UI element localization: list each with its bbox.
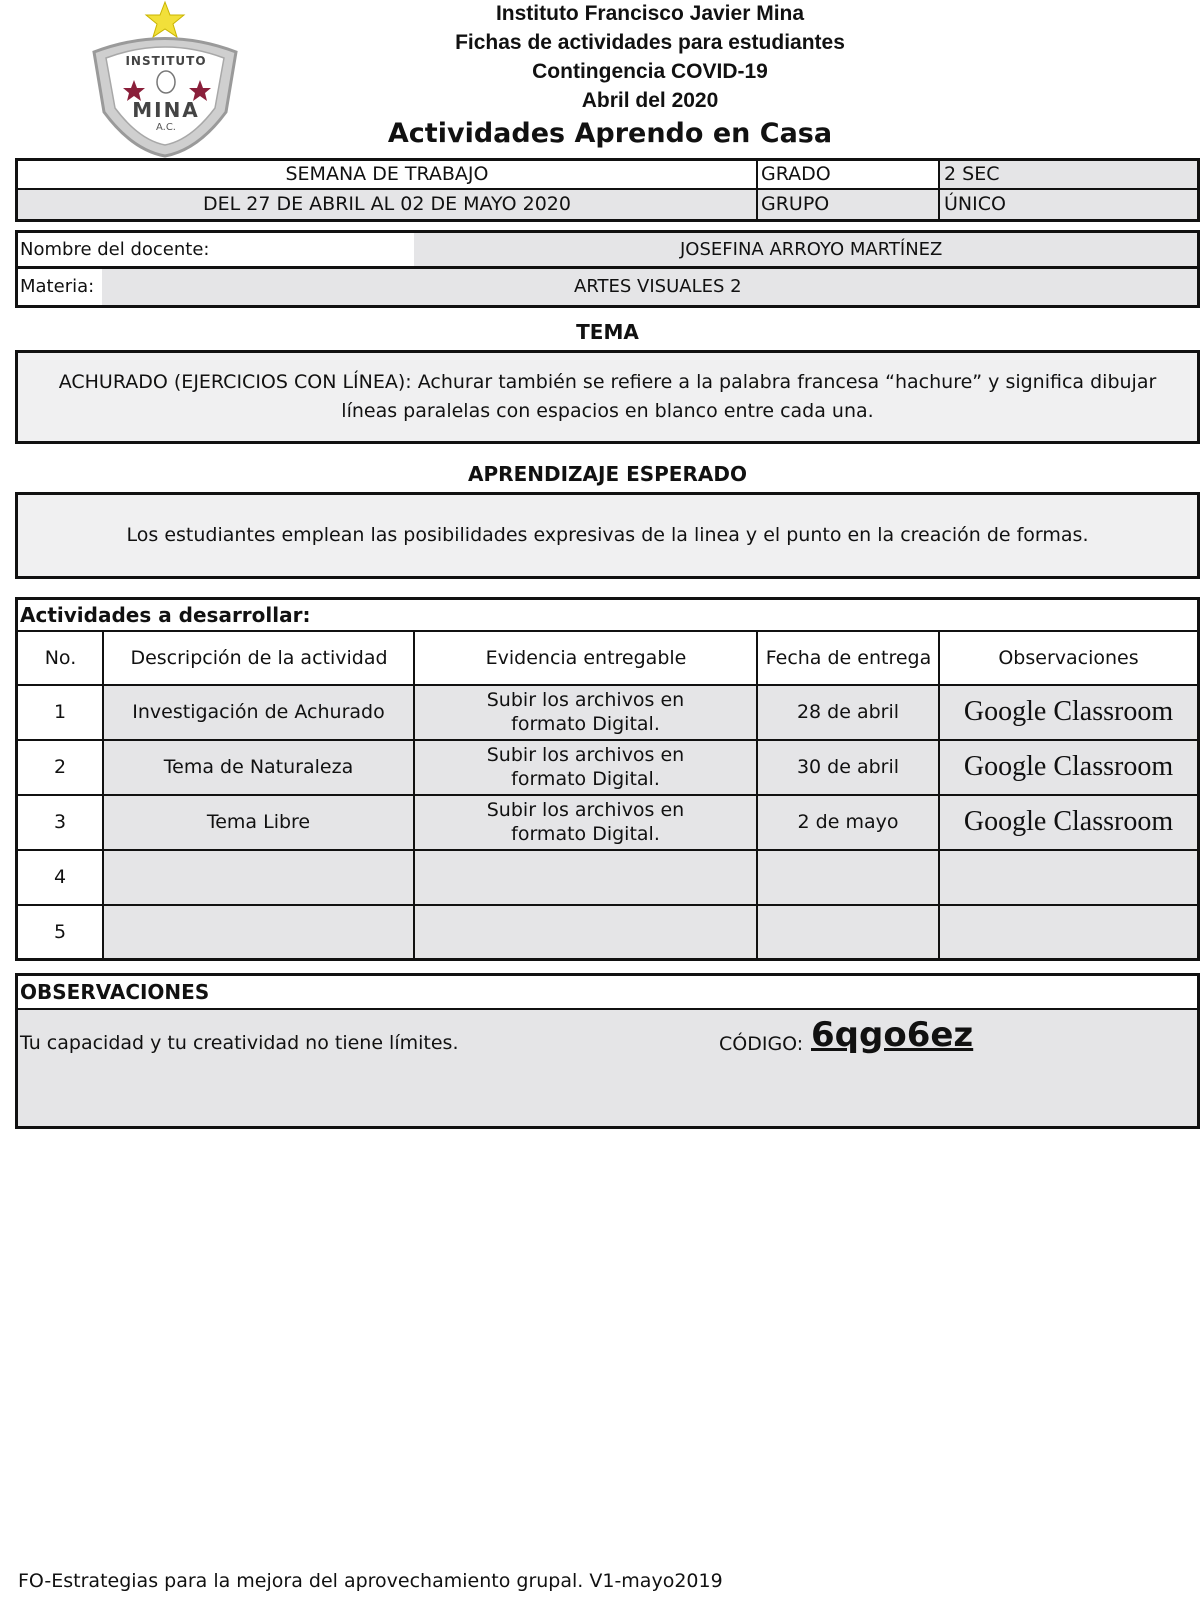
table-row-4-observations [940, 851, 1197, 904]
footer-text: FO-Estrategias para la mejora del aprovechamiento grupal. V1-mayo2019 [18, 1570, 723, 1592]
grade-value: 2 SEC [940, 161, 1197, 188]
table-row-1-date: 28 de abril [758, 686, 938, 739]
table-row-5-date [758, 906, 938, 958]
table-row-4-date [758, 851, 938, 904]
table-row-2-date: 30 de abril [758, 741, 938, 794]
column-header-evidence: Evidencia entregable [485, 646, 687, 669]
table-row-5-description [104, 906, 413, 958]
code-value: 6qgo6ez [811, 1015, 974, 1055]
document-subtitle: Fichas de actividades para estudiantes [455, 31, 845, 54]
observaciones-heading: OBSERVACIONES [20, 980, 210, 1004]
table-row-1-no: 1 [53, 701, 67, 724]
teacher-name: JOSEFINA ARROYO MARTÍNEZ [680, 238, 943, 260]
group-value: ÚNICO [940, 190, 1197, 219]
table-row-4-evidence [415, 851, 756, 904]
aprendizaje-heading: APRENDIZAJE ESPERADO [468, 462, 747, 486]
teacher-value [414, 233, 1197, 266]
table-row-3-observations: Google Classroom [940, 796, 1197, 849]
table-row-3-description: Tema Libre [104, 796, 413, 849]
table-row-3-no: 3 [53, 811, 67, 834]
column-header-no: No. [44, 646, 77, 669]
code-label: CÓDIGO: [719, 1033, 804, 1055]
week-label: SEMANA DE TRABAJO [285, 163, 489, 186]
table-row-5-observations [940, 906, 1197, 958]
table-row-4-no: 4 [53, 866, 67, 889]
aprendizaje-text: Los estudiantes emplean las posibilidades expresivas de la linea y el punto en la creación de formas. [126, 524, 1089, 547]
tema-text: ACHURADO (EJERCICIOS CON LÍNEA): Achurar también se refiere a la palabra francesa “hachure” y significa dibujar líneas paralelas con espacios en blanco entre cada una. [58, 370, 1157, 422]
table-row-2-evidence: Subir los archivos en formato Digital. [415, 741, 756, 794]
week-value: DEL 27 DE ABRIL AL 02 DE MAYO 2020 [18, 190, 756, 219]
tema-heading: TEMA [576, 320, 639, 344]
date-line: Abril del 2020 [581, 89, 719, 112]
institution-name: Instituto Francisco Javier Mina [495, 2, 805, 25]
aprendizaje-box [15, 492, 1200, 579]
table-row-1-description: Investigación de Achurado [104, 686, 413, 739]
table-row-1-evidence: Subir los archivos en formato Digital. [415, 686, 756, 739]
contingency-line: Contingencia COVID-19 [532, 60, 768, 83]
subject-name: ARTES VISUALES 2 [574, 276, 742, 298]
group-label: GRUPO [758, 190, 938, 219]
table-row-1-observations: Google Classroom [940, 686, 1197, 739]
table-row-5-no: 5 [53, 920, 67, 943]
tema-box [15, 350, 1200, 444]
institute-logo [88, 0, 243, 158]
table-row-2-description: Tema de Naturaleza [104, 741, 413, 794]
column-header-date: Fecha de entrega [765, 646, 932, 669]
logo-text-sub: A.C. [155, 122, 176, 133]
subject-label: Materia: [20, 276, 95, 298]
observaciones-text: Tu capacidad y tu creatividad no tiene límites. [20, 1032, 459, 1054]
table-row-2-no: 2 [53, 756, 67, 779]
logo-text-main: MINA [132, 98, 200, 122]
subject-value [102, 269, 1197, 305]
page-title: Actividades Aprendo en Casa [387, 118, 833, 149]
table-row-4-description [104, 851, 413, 904]
table-row-2-observations: Google Classroom [940, 741, 1197, 794]
table-row-5-evidence [415, 906, 756, 958]
grade-label: GRADO [761, 163, 831, 186]
table-row-3-date: 2 de mayo [758, 796, 938, 849]
logo-shield-icon [88, 0, 243, 158]
observaciones-body [18, 1010, 1197, 1126]
column-header-description: Descripción de la actividad [130, 646, 388, 669]
activities-heading: Actividades a desarrollar: [20, 603, 311, 627]
column-header-observations: Observaciones [998, 646, 1139, 669]
teacher-label: Nombre del docente: [20, 238, 210, 260]
table-row-3-evidence: Subir los archivos en formato Digital. [415, 796, 756, 849]
logo-text-top: INSTITUTO [125, 54, 207, 68]
